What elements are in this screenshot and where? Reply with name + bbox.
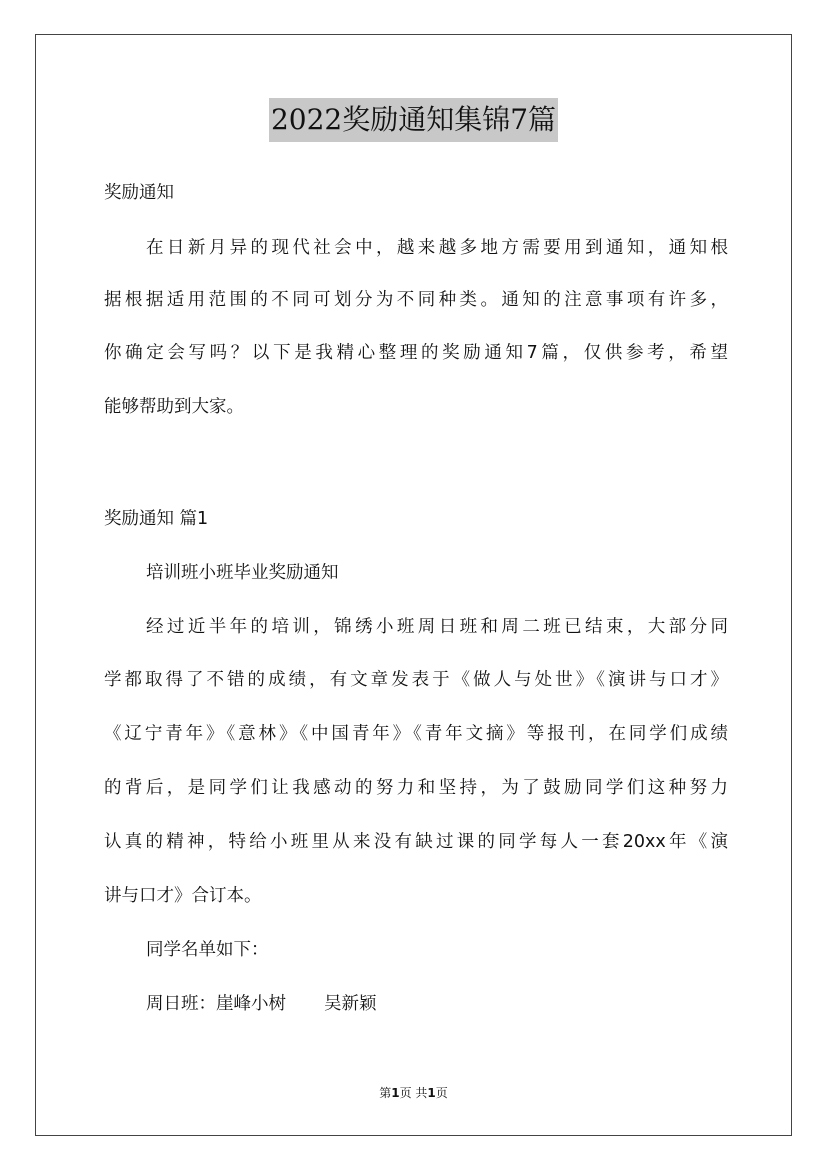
body-line-6: 讲与口才》合订本。 — [104, 886, 262, 906]
roster-label: 周日班： — [146, 994, 216, 1014]
section-heading: 奖励通知 篇1 — [104, 509, 209, 529]
roster-name: 崖峰小树 — [216, 994, 286, 1014]
body-line-2: 学都取得了不错的成绩，有文章发表于《做人与处世》《演讲与口才》 — [104, 670, 728, 690]
page-number: 1 — [391, 1086, 400, 1100]
roster-name: 吴新颖 — [324, 994, 377, 1014]
section-subtitle: 培训班小班毕业奖励通知 — [146, 563, 339, 583]
heading: 奖励通知 — [104, 183, 174, 203]
body-line-5: 认真的精神，特给小班里从来没有缺过课的同学每人一套20xx年《演 — [104, 832, 728, 852]
title-area — [0, 98, 827, 142]
body-line-1: 经过近半年的培训，锦绣小班周日班和周二班已结束，大部分同 — [146, 617, 728, 637]
body-line-3: 《辽宁青年》《意林》《中国青年》《青年文摘》等报刊，在同学们成绩 — [104, 724, 728, 744]
intro-line-3: 你确定会写吗？以下是我精心整理的奖励通知7篇，仅供参考，希望 — [104, 343, 728, 363]
intro-line-4: 能够帮助到大家。 — [104, 397, 244, 417]
body-line-4: 的背后，是同学们让我感动的努力和坚持，为了鼓励同学们这种努力 — [104, 778, 728, 798]
intro-line-1: 在日新月异的现代社会中，越来越多地方需要用到通知，通知根 — [146, 238, 728, 258]
roster-line — [146, 992, 728, 1016]
list-intro: 同学名单如下： — [146, 940, 269, 960]
page-total: 1 — [427, 1086, 436, 1100]
page-footer: 第1页 共1页 — [379, 1086, 448, 1100]
intro-line-2: 据根据适用范围的不同可划分为不同种类。通知的注意事项有许多， — [104, 290, 728, 310]
document-title: 2022奖励通知集锦7篇 — [269, 98, 558, 142]
